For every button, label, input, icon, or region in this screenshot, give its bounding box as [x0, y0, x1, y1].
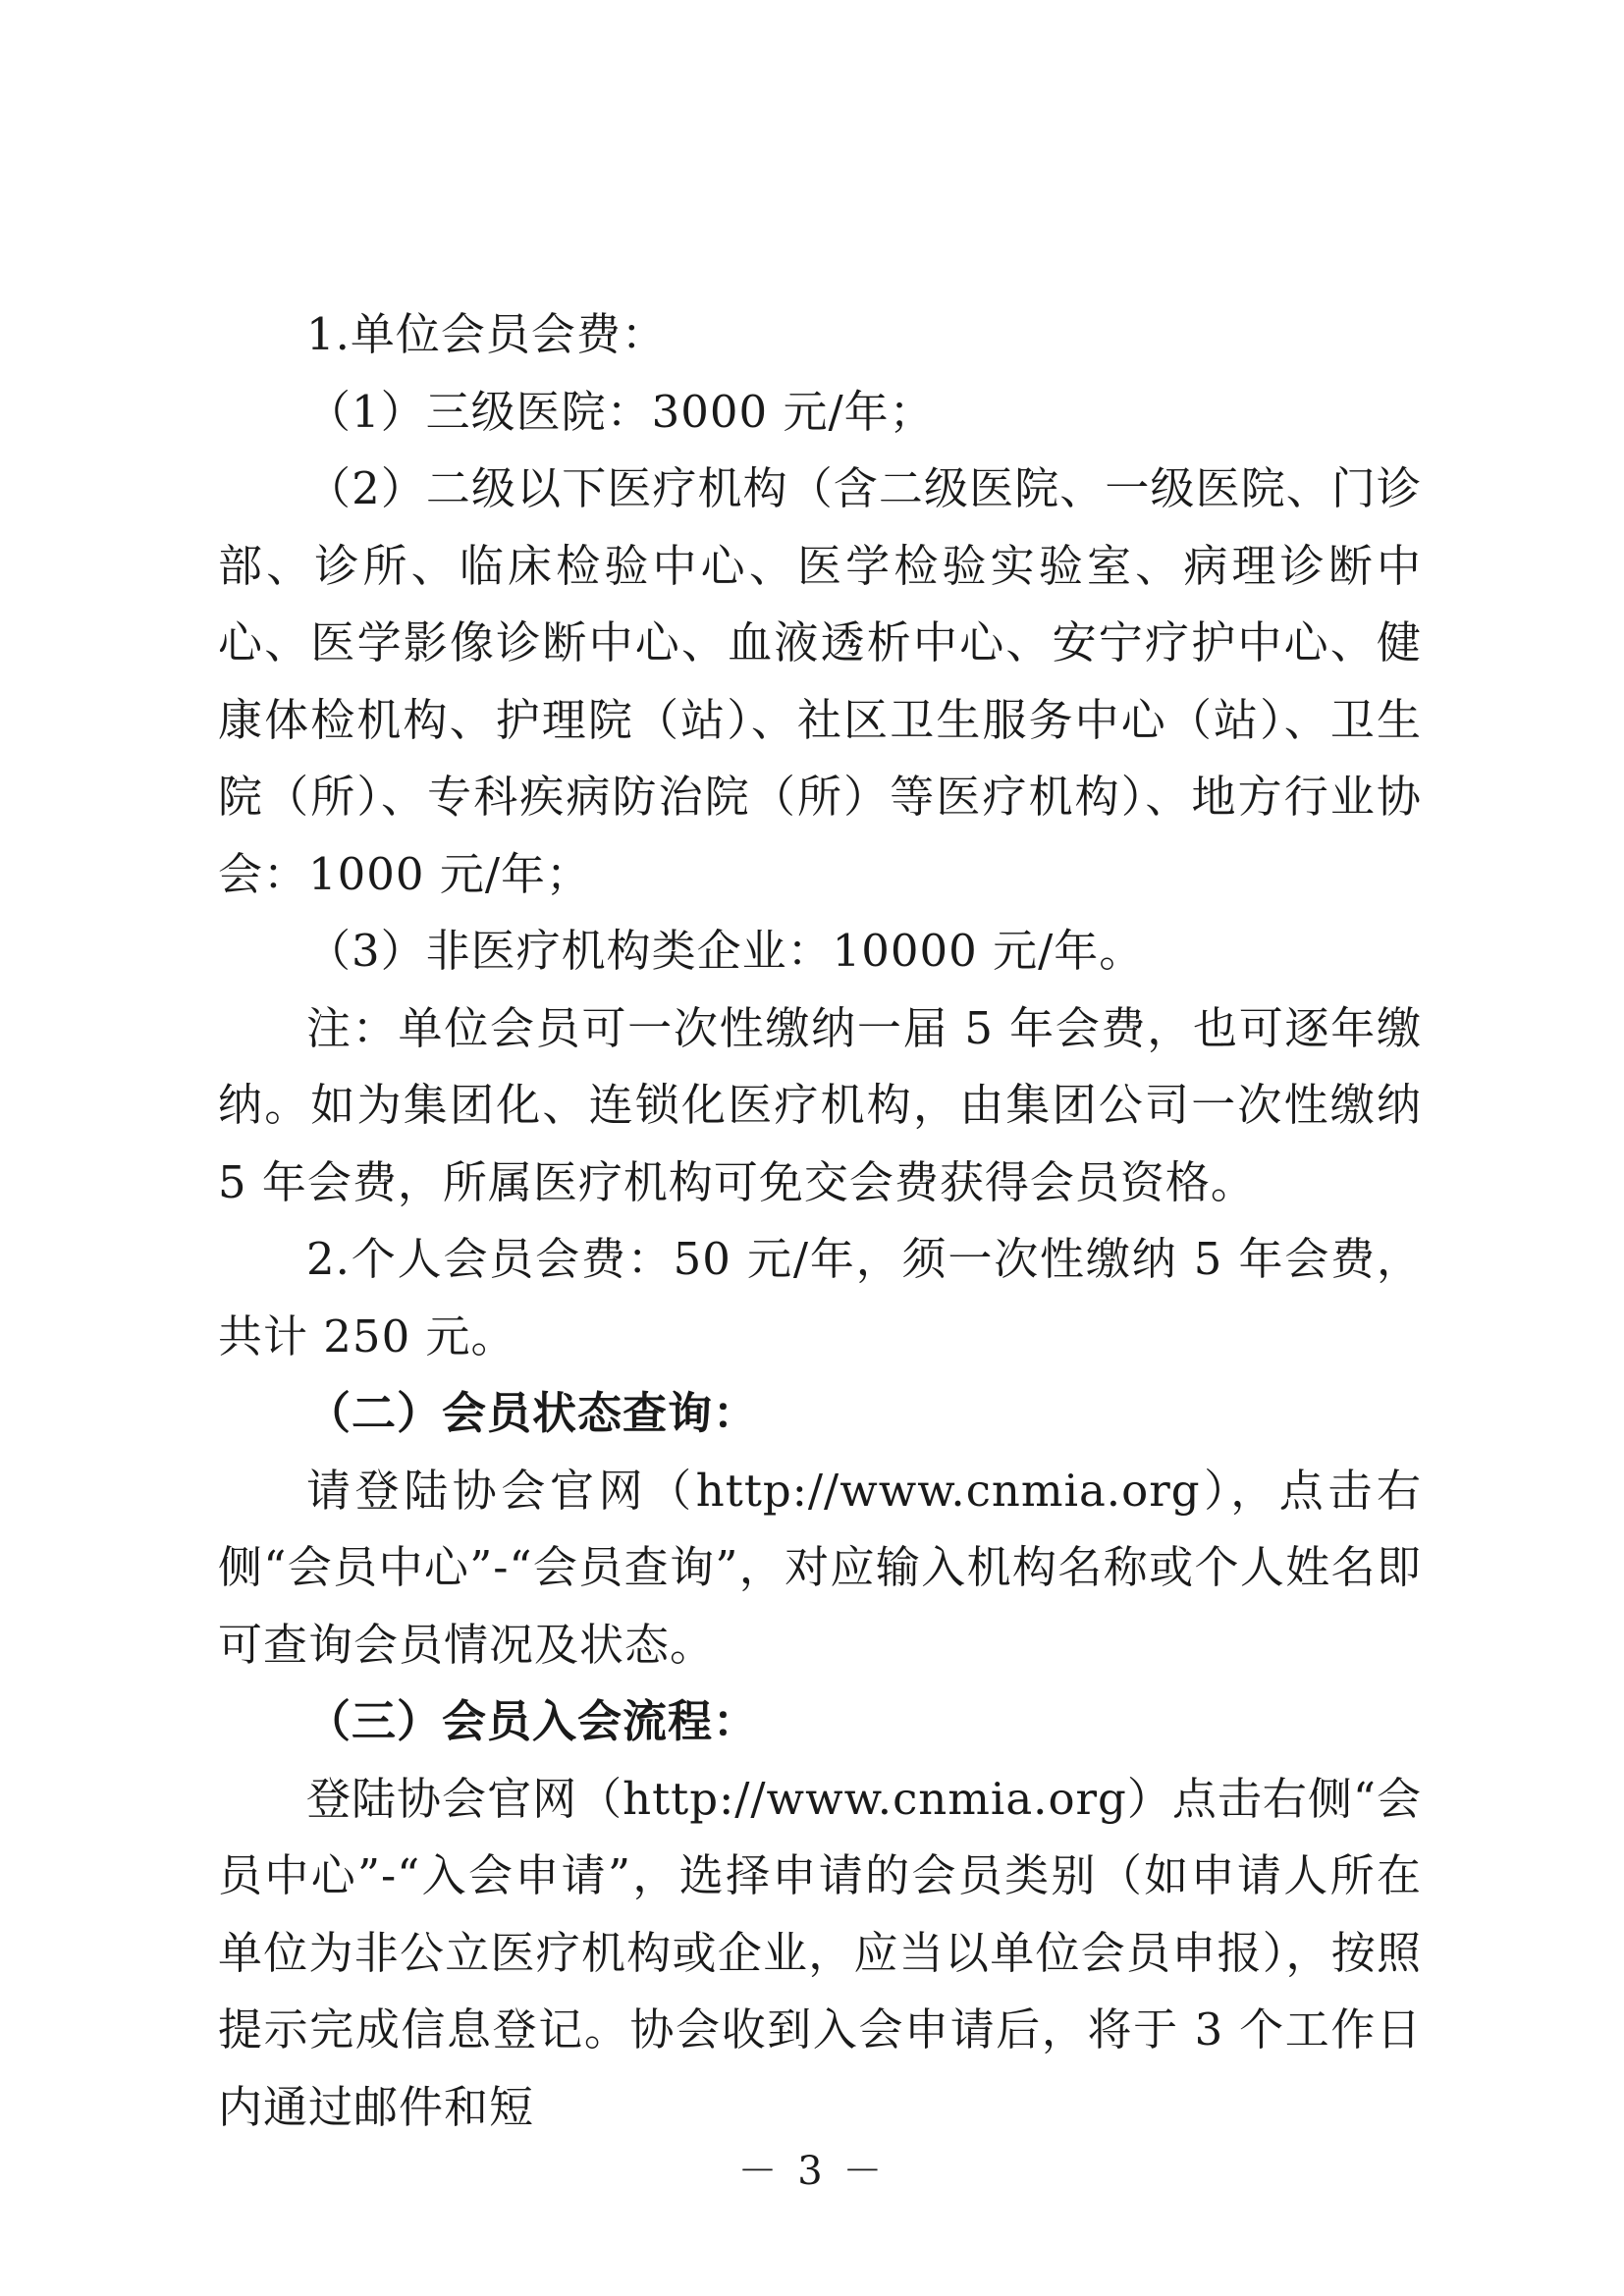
status-query-body: 请登陆协会官网（http://www.cnmia.org），点击右侧“会员中心”-“会员查询”，对应输入机构名称或个人姓名即可查询会员情况及状态。: [218, 1464, 1422, 1671]
join-process-heading: （三）会员入会流程：: [306, 1695, 759, 1747]
join-process-body: 登陆协会官网（http://www.cnmia.org）点击右侧“会员中心”-“入会申请”，选择申请的会员类别（如申请人所在单位为非公立医疗机构或企业，应当以单位会员申报），按照提示完成信息登记。协会收到入会申请后，将于 3 个工作日内通过邮件和短: [218, 1772, 1422, 2133]
status-query-heading: （二）会员状态查询：: [306, 1387, 759, 1439]
document-body: [218, 296, 1422, 2146]
fee-tier-1: （1）三级医院：3000 元/年；: [306, 385, 935, 438]
page-number: － 3 －: [737, 2149, 887, 2194]
personal-fee-paragraph: 2.个人会员会费：50 元/年，须一次性缴纳 5 年会费，共计 250 元。: [218, 1233, 1422, 1362]
unit-fee-heading: 1.单位会员会费：: [306, 308, 667, 360]
fee-tier-3: （3）非医疗机构类企业：10000 元/年。: [306, 925, 1145, 977]
fee-tier-2: （2）二级以下医疗机构（含二级医院、一级医院、门诊部、诊所、临床检验中心、医学检验实验室、病理诊断中心、医学影像诊断中心、血液透析中心、安宁疗护中心、健康体检机构、护理院（站）、社区卫生服务中心（站）、卫生院（所）、专科疾病防治院（所）等医疗机构）、地方行业协会：1000 元/年；: [218, 462, 1422, 900]
unit-fee-note: 注：单位会员可一次性缴纳一届 5 年会费，也可逐年缴纳。如为集团化、连锁化医疗机构，由集团公司一次性缴纳 5 年会费，所属医疗机构可免交会费获得会员资格。: [218, 1001, 1422, 1208]
